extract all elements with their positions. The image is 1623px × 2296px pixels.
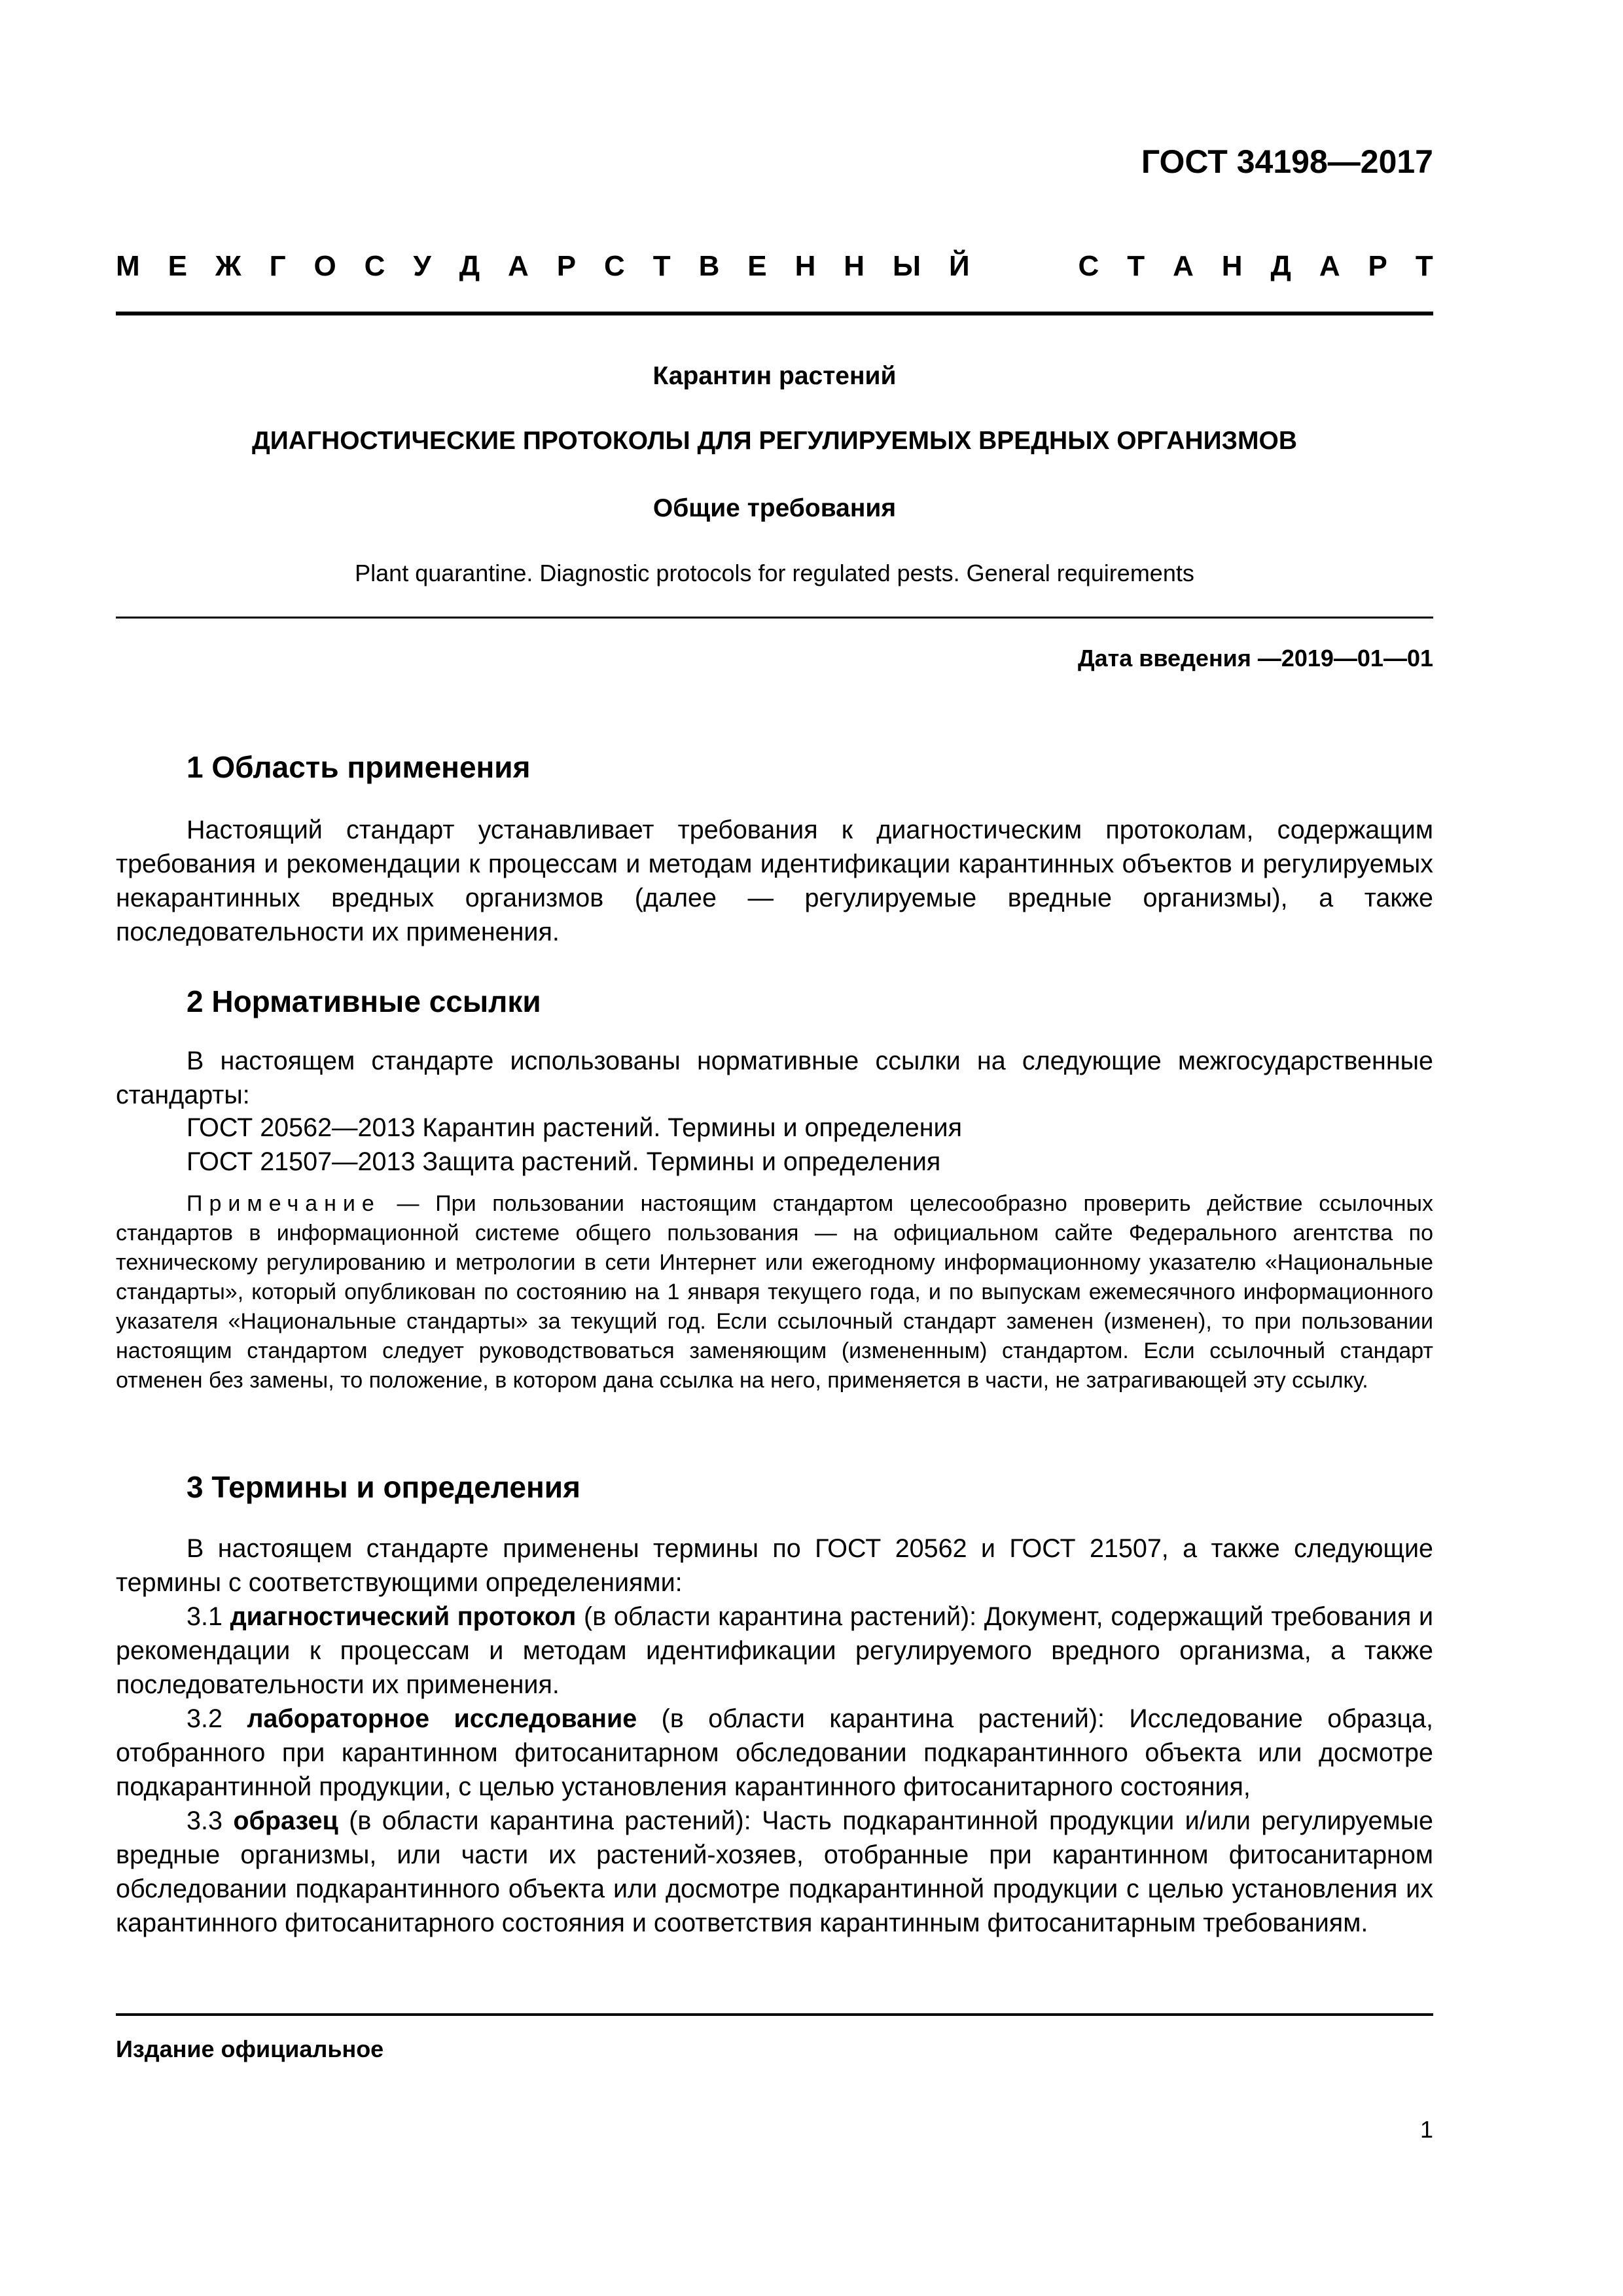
title-line-2: ДИАГНОСТИЧЕСКИЕ ПРОТОКОЛЫ ДЛЯ РЕГУЛИРУЕМЫХ ВРЕДНЫХ ОРГАНИЗМОВ bbox=[251, 427, 1298, 455]
term-number: 3.3 bbox=[187, 1806, 234, 1835]
banner-letter: А bbox=[508, 250, 529, 282]
banner-letter: А bbox=[1319, 250, 1340, 282]
banner-letter: Т bbox=[652, 250, 671, 282]
term-definition: (в области карантина растений): Часть подкарантинной продукции и/или регулируемые вредные организмы, или части их растений-хозяев, отобранные при карантинном фитосанитарном обследовании подкарантинного объекта или досмотре подкарантинной продукции с целью установления их карантинного фитосанитарного состояния и соответствия карантинным фитосанитарным требованиям. bbox=[116, 1806, 1433, 1937]
banner-letter: Т bbox=[1127, 250, 1145, 282]
standard-type-banner bbox=[116, 250, 1433, 289]
banner-letter: Н bbox=[794, 250, 816, 282]
banner-letter: Н bbox=[844, 250, 865, 282]
term-name: диагностический протокол bbox=[230, 1602, 577, 1631]
term-name: лабораторное исследование bbox=[247, 1704, 637, 1733]
section-1-text: Настоящий стандарт устанавливает требования к диагностическим протоколам, содержащим требования и рекомендации к процессам и методам идентификации карантинных объектов и регулируемых некарантинных вредных организмов (далее — регулируемые вредные организмы), а также последовательности их применения. bbox=[116, 816, 1433, 946]
title-line-3: Общие требования bbox=[652, 494, 897, 522]
term-number: 3.1 bbox=[187, 1602, 230, 1631]
term-definition: (в области карантина растений): Документ, содержащий требования и рекомендации к процессам и методам идентификации регулируемого вредного организма, а также последовательности их применения. bbox=[116, 1602, 1434, 1699]
banner-letter: Е bbox=[747, 250, 767, 282]
section-3-heading: 3 Термины и определения bbox=[187, 1470, 580, 1504]
section-1-heading: 1 Область применения bbox=[187, 750, 531, 784]
banner-letter: Ж bbox=[215, 250, 241, 282]
banner-letter: Р bbox=[556, 250, 577, 282]
section-2-heading: 2 Нормативные ссылки bbox=[187, 984, 541, 1018]
gost-number: ГОСТ 34198—2017 bbox=[1141, 143, 1433, 180]
banner-letter: Й bbox=[949, 250, 970, 282]
banner-letter: В bbox=[698, 250, 720, 282]
note-text: — При пользовании настоящим стандартом целесообразно проверить действие ссылочных стандартов в информационной системе общего пользования — на официальном сайте Федерального агентства по техническому регулированию и метрологии в сети Интернет или ежегодному информационному указателю «Национальные стандарты», который опубликован по состоянию на 1 января текущего года, и по выпускам ежемесячного информационного указателя «Национальные стандарты» за текущий год. Если ссылочный стандарт заменен (изменен), то при пользовании настоящим стандартом следует руководствоваться заменяющим (измененным) стандартом. Если ссылочный стандарт отменен без замены, то положение, в котором дана ссылка на него, применяется в части, не затрагивающей эту ссылку. bbox=[116, 1191, 1433, 1393]
term-name: образец bbox=[233, 1806, 338, 1835]
banner-letter: Г bbox=[269, 250, 286, 282]
section-2-note bbox=[116, 1189, 1433, 1395]
banner-letter: Д bbox=[1270, 250, 1291, 282]
page-number: 1 bbox=[1419, 2116, 1433, 2143]
banner-letter: С bbox=[1078, 250, 1099, 282]
banner-letter: Д bbox=[459, 250, 480, 282]
term-number: 3.2 bbox=[187, 1704, 247, 1733]
title-line-1: Карантин растений bbox=[652, 362, 897, 390]
reference-item: ГОСТ 21507—2013 Защита растений. Термины и определения bbox=[187, 1147, 941, 1176]
official-edition-label: Издание официальное bbox=[116, 2036, 384, 2062]
term-3-2 bbox=[116, 1702, 1433, 1804]
reference-item: ГОСТ 20562—2013 Карантин растений. Термины и определения bbox=[187, 1113, 962, 1142]
date-of-introduction: Дата введения —2019—01—01 bbox=[1077, 645, 1433, 672]
banner-word-gap bbox=[998, 250, 1050, 289]
banner-letter: Т bbox=[1415, 250, 1433, 282]
banner-letter: А bbox=[1173, 250, 1194, 282]
term-3-3 bbox=[116, 1804, 1433, 1940]
banner-letter: Р bbox=[1368, 250, 1387, 282]
section-3-intro: В настоящем стандарте применены термины по ГОСТ 20562 и ГОСТ 21507, а также следующие термины с соответствующими определениями: bbox=[116, 1534, 1433, 1597]
header-rule bbox=[116, 312, 1433, 315]
banner-letter: С bbox=[364, 250, 385, 282]
banner-letter: У bbox=[413, 250, 431, 282]
banner-letter: Е bbox=[168, 250, 187, 282]
banner-letter: Н bbox=[1221, 250, 1243, 282]
banner-letter: М bbox=[116, 250, 140, 282]
footer-rule bbox=[116, 2013, 1433, 2016]
term-3-1 bbox=[116, 1600, 1433, 1702]
banner-letter: Ы bbox=[893, 250, 921, 282]
section-2-intro: В настоящем стандарте использованы нормативные ссылки на следующие межгосударственные стандарты: bbox=[116, 1047, 1433, 1109]
banner-letter: С bbox=[604, 250, 625, 282]
note-label: Примечание bbox=[187, 1191, 381, 1216]
banner-letter: О bbox=[313, 250, 336, 282]
term-definition: (в области карантина растений): Исследование образца, отобранного при карантинном фитосанитарном обследовании подкарантинного объекта или досмотре подкарантинной продукции, с целью установления карантинного фитосанитарного состояния, bbox=[116, 1704, 1433, 1801]
title-rule bbox=[116, 617, 1433, 619]
title-english: Plant quarantine. Diagnostic protocols for regulated pests. General requirements bbox=[355, 560, 1194, 586]
